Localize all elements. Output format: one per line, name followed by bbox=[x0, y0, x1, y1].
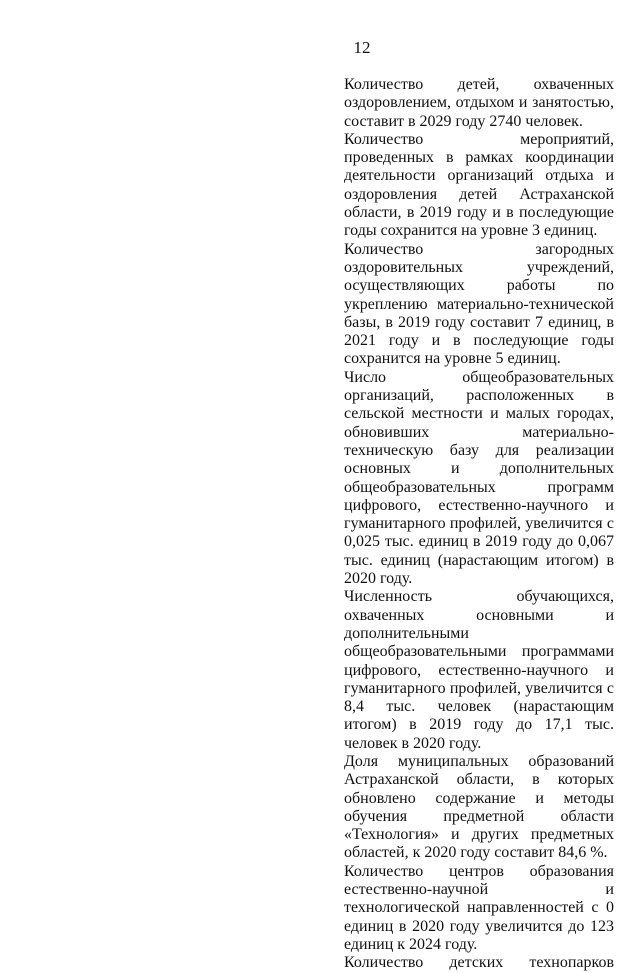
paragraph-municipalities-share: Доля муниципальных образований Астраханской области, в которых обновлено содержание и методы обучения предметной области «Технология» и других предметных областей, к 2020 году составит 84,6 %. bbox=[344, 752, 614, 862]
page-number: 12 bbox=[353, 38, 371, 57]
body-text-column bbox=[344, 76, 614, 973]
paragraph-technoparks: Количество детских технопарков bbox=[344, 954, 614, 972]
paragraph-students-count: Численность обучающихся, охваченных основными и дополнительными общеобразовательными программами цифрового, естественно-научного и гуманитарного профилей, увеличится с 8,4 тыс. человек (нарастающим итогом) в 2019 году до 17,1 тыс. человек в 2020 году. bbox=[344, 588, 614, 752]
paragraph-events-count: Количество мероприятий, проведенных в рамках координации деятельности организаций отдыха и оздоровления детей Астраханской области, в 2019 году и в последующие годы сохранится на уровне 3 единиц. bbox=[344, 130, 614, 240]
paragraph-country-camps: Количество загородных оздоровительных учреждений, осуществляющих работы по укреплению материально-технической базы, в 2019 году составит 7 единиц, в 2021 году и в последующие годы сохранится на уровне 5 единиц. bbox=[344, 240, 614, 368]
paragraph-education-centers: Количество центров образования естественно-научной и технологической направленностей с 0 единиц в 2020 году увеличится до 123 единиц к 2024 году. bbox=[344, 862, 614, 953]
paragraph-children-recreation: Количество детей, охваченных оздоровлением, отдыхом и занятостью, составит в 2029 году 2740 человек. bbox=[344, 76, 614, 130]
paragraph-rural-schools: Число общеобразовательных организаций, расположенных в сельской местности и малых городах, обновивших материально-техническую базу для реализации основных и дополнительных общеобразовательных программ цифрового, естественно-научного и гуманитарного профилей, увеличится с 0,025 тыс. единиц в 2019 году до 0,067 тыс. единиц (нарастающим итогом) в 2020 году. bbox=[344, 368, 614, 588]
